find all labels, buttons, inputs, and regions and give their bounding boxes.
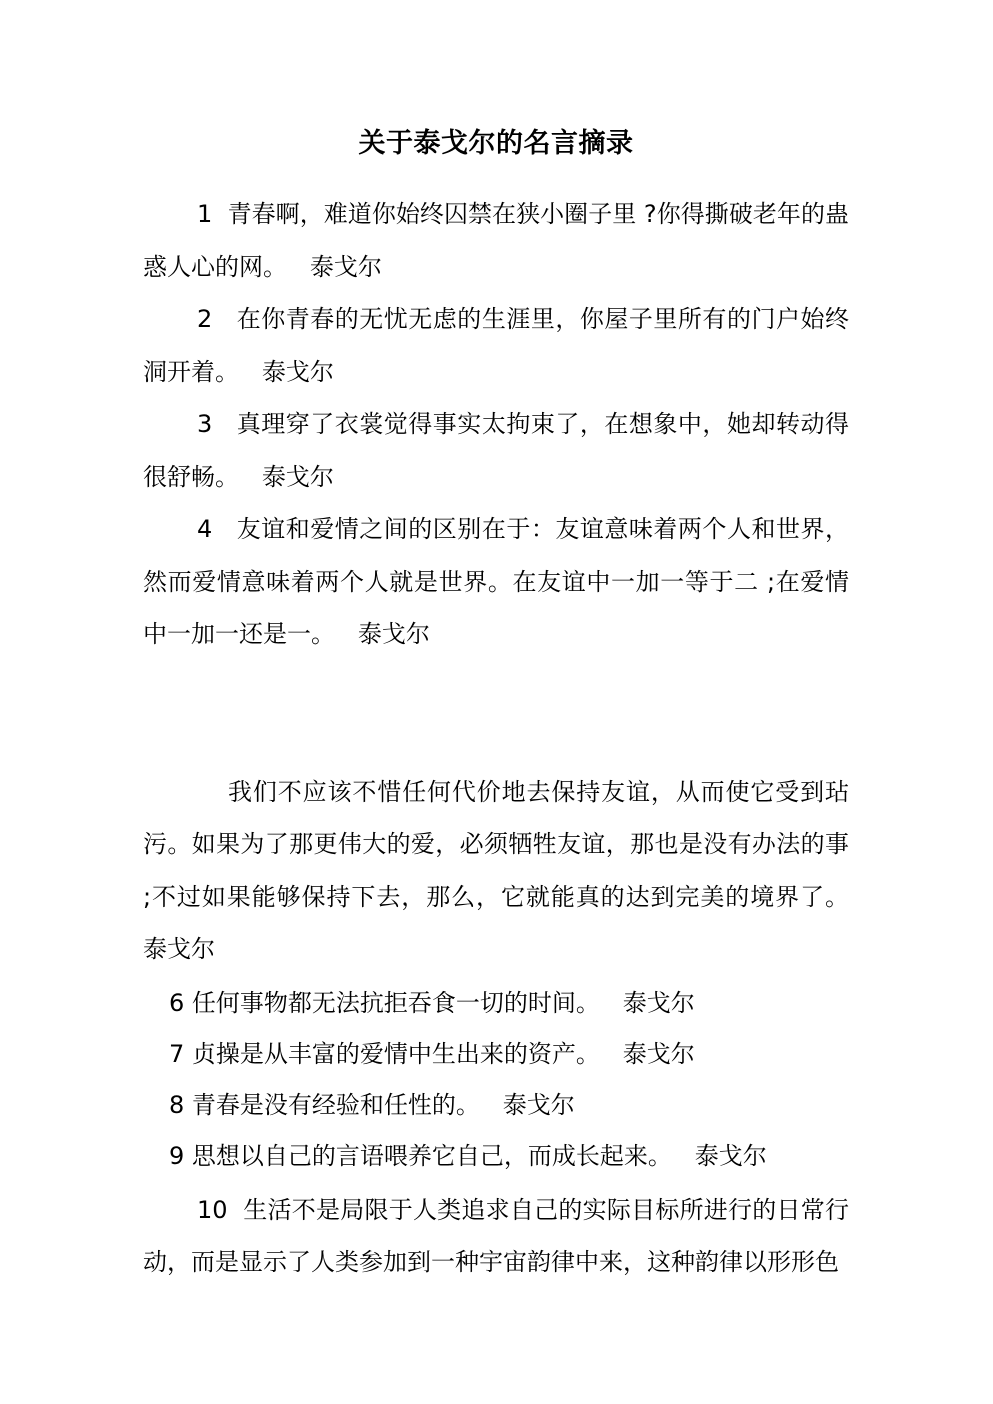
quote-item-2: 2 在你青春的无忧无虑的生涯里，你屋子里所有的门户始终洞开着。 泰戈尔	[143, 305, 849, 386]
quote-item-7: 7 贞操是从丰富的爱情中生出来的资产。 泰戈尔	[169, 1039, 695, 1068]
quote-item-10: 10 生活不是局限于人类追求自己的实际目标所进行的日常行动，而是显示了人类参加到一种宇宙韵律中来，这种韵律以形形色	[143, 1195, 849, 1276]
quote-item-5: 我们不应该不惜任何代价地去保持友谊，从而使它受到玷污。如果为了那更伟大的爱，必须牺牲友谊，那也是没有办法的事 ;不过如果能够保持下去，那么，它就能真的达到完美的境界了。 泰戈尔	[143, 777, 888, 963]
quote-item-8: 8 青春是没有经验和任性的。 泰戈尔	[169, 1090, 575, 1119]
paragraph-spacer	[143, 661, 849, 766]
quote-item-4: 4 友谊和爱情之间的区别在于：友谊意味着两个人和世界，然而爱情意味着两个人就是世界。在友谊中一加一等于二 ;在爱情中一加一还是一。 泰戈尔	[143, 515, 849, 648]
quote-item-1: 1 青春啊，难道你始终囚禁在狭小圈子里 ?你得撕破老年的蛊惑人心的网。 泰戈尔	[143, 200, 849, 281]
compact-quote-list	[143, 978, 849, 1182]
quote-item-6: 6 任何事物都无法抗拒吞食一切的时间。 泰戈尔	[169, 988, 695, 1017]
quote-item-3: 3 真理穿了衣裳觉得事实太拘束了，在想象中，她却转动得很舒畅。 泰戈尔	[143, 410, 849, 491]
quote-item-9: 9 思想以自己的言语喂养它自己，而成长起来。 泰戈尔	[169, 1141, 767, 1170]
page-title: 关于泰戈尔的名言摘录	[358, 128, 634, 159]
document-body	[143, 0, 888, 1289]
